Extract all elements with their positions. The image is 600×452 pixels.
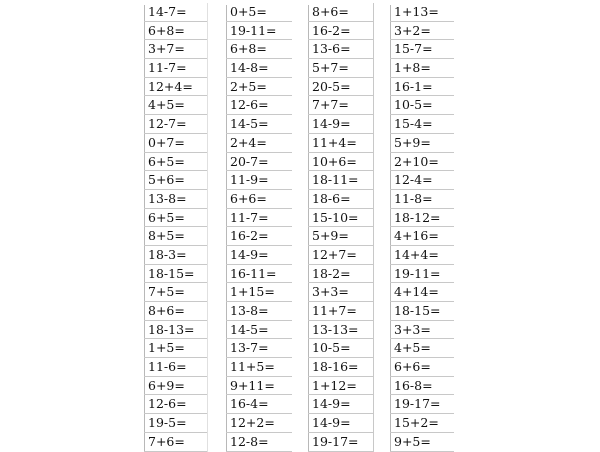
problem-cell: 11+7= bbox=[308, 302, 374, 321]
problem-cell: 13-6= bbox=[308, 40, 374, 59]
problem-cell: 10+6= bbox=[308, 153, 374, 172]
problem-cell: 19-5= bbox=[144, 414, 208, 433]
problem-cell: 1+12= bbox=[308, 377, 374, 396]
problem-cell: 1+15= bbox=[226, 283, 292, 302]
problem-cell: 13-8= bbox=[226, 302, 292, 321]
problem-cell: 16-8= bbox=[390, 377, 454, 396]
problem-cell: 6+9= bbox=[144, 377, 208, 396]
problem-cell: 10-5= bbox=[308, 339, 374, 358]
problem-cell: 13-7= bbox=[226, 339, 292, 358]
problem-cell: 11-6= bbox=[144, 358, 208, 377]
problem-cell: 12+7= bbox=[308, 246, 374, 265]
problem-cell: 20-7= bbox=[226, 153, 292, 172]
problem-cell: 4+14= bbox=[390, 283, 454, 302]
problem-cell: 2+5= bbox=[226, 78, 292, 97]
problem-cell: 19-17= bbox=[390, 395, 454, 414]
problem-column-2 bbox=[226, 3, 292, 452]
problem-cell: 3+3= bbox=[308, 283, 374, 302]
problem-cell: 18-11= bbox=[308, 171, 374, 190]
problem-cell: 0+5= bbox=[226, 3, 292, 22]
problem-cell: 8+6= bbox=[308, 3, 374, 22]
problem-cell: 9+11= bbox=[226, 377, 292, 396]
problem-cell: 8+6= bbox=[144, 302, 208, 321]
problem-cell: 16-4= bbox=[226, 395, 292, 414]
problem-cell: 6+6= bbox=[390, 358, 454, 377]
problem-cell: 7+7= bbox=[308, 96, 374, 115]
problem-cell: 16-1= bbox=[390, 78, 454, 97]
problem-cell: 14-9= bbox=[308, 395, 374, 414]
problem-cell: 6+6= bbox=[226, 190, 292, 209]
problem-cell: 4+16= bbox=[390, 227, 454, 246]
problem-cell: 7+5= bbox=[144, 283, 208, 302]
problem-cell: 8+5= bbox=[144, 227, 208, 246]
problem-cell: 14-5= bbox=[226, 115, 292, 134]
problem-cell: 12+2= bbox=[226, 414, 292, 433]
problem-cell: 4+5= bbox=[390, 339, 454, 358]
problem-cell: 19-11= bbox=[226, 22, 292, 41]
problem-cell: 19-17= bbox=[308, 433, 374, 452]
problem-cell: 10-5= bbox=[390, 96, 454, 115]
problem-cell: 5+6= bbox=[144, 171, 208, 190]
problem-cell: 11-7= bbox=[144, 59, 208, 78]
problem-cell: 11+4= bbox=[308, 134, 374, 153]
problem-cell: 14-7= bbox=[144, 3, 208, 22]
problem-cell: 3+2= bbox=[390, 22, 454, 41]
problem-cell: 3+7= bbox=[144, 40, 208, 59]
problem-cell: 18-6= bbox=[308, 190, 374, 209]
problem-cell: 16-2= bbox=[308, 22, 374, 41]
problem-cell: 19-11= bbox=[390, 265, 454, 284]
problem-cell: 7+6= bbox=[144, 433, 208, 452]
problem-cell: 12+4= bbox=[144, 78, 208, 97]
problem-cell: 18-12= bbox=[390, 209, 454, 228]
problem-cell: 14+4= bbox=[390, 246, 454, 265]
problem-cell: 3+3= bbox=[390, 321, 454, 340]
problem-cell: 14-9= bbox=[308, 414, 374, 433]
problem-cell: 5+9= bbox=[308, 227, 374, 246]
problem-cell: 12-7= bbox=[144, 115, 208, 134]
problem-cell: 6+5= bbox=[144, 209, 208, 228]
problem-cell: 15-7= bbox=[390, 40, 454, 59]
problem-cell: 0+7= bbox=[144, 134, 208, 153]
problem-cell: 16-11= bbox=[226, 265, 292, 284]
problem-cell: 1+5= bbox=[144, 339, 208, 358]
problem-column-3 bbox=[308, 3, 374, 452]
problem-cell: 6+8= bbox=[226, 40, 292, 59]
problem-cell: 12-6= bbox=[144, 395, 208, 414]
problem-cell: 18-15= bbox=[390, 302, 454, 321]
problem-cell: 13-8= bbox=[144, 190, 208, 209]
problem-column-1 bbox=[144, 3, 208, 452]
problem-cell: 14-9= bbox=[308, 115, 374, 134]
problem-cell: 11-9= bbox=[226, 171, 292, 190]
problem-cell: 2+4= bbox=[226, 134, 292, 153]
problem-cell: 14-8= bbox=[226, 59, 292, 78]
problem-column-4 bbox=[390, 3, 454, 452]
problem-cell: 11-7= bbox=[226, 209, 292, 228]
problem-cell: 18-15= bbox=[144, 265, 208, 284]
problem-cell: 1+13= bbox=[390, 3, 454, 22]
problem-cell: 12-6= bbox=[226, 96, 292, 115]
problem-cell: 15-10= bbox=[308, 209, 374, 228]
problem-cell: 16-2= bbox=[226, 227, 292, 246]
problem-cell: 6+8= bbox=[144, 22, 208, 41]
problem-cell: 9+5= bbox=[390, 433, 454, 452]
problem-cell: 2+10= bbox=[390, 153, 454, 172]
problem-cell: 14-5= bbox=[226, 321, 292, 340]
problem-cell: 11+5= bbox=[226, 358, 292, 377]
problem-cell: 5+7= bbox=[308, 59, 374, 78]
problem-cell: 5+9= bbox=[390, 134, 454, 153]
problem-cell: 15+2= bbox=[390, 414, 454, 433]
problem-cell: 12-4= bbox=[390, 171, 454, 190]
problem-cell: 18-16= bbox=[308, 358, 374, 377]
problem-cell: 15-4= bbox=[390, 115, 454, 134]
problem-cell: 18-13= bbox=[144, 321, 208, 340]
problem-cell: 20-5= bbox=[308, 78, 374, 97]
problem-cell: 12-8= bbox=[226, 433, 292, 452]
problem-cell: 13-13= bbox=[308, 321, 374, 340]
problem-cell: 18-3= bbox=[144, 246, 208, 265]
problem-cell: 18-2= bbox=[308, 265, 374, 284]
problem-cell: 4+5= bbox=[144, 96, 208, 115]
problem-cell: 14-9= bbox=[226, 246, 292, 265]
problem-cell: 1+8= bbox=[390, 59, 454, 78]
problem-cell: 11-8= bbox=[390, 190, 454, 209]
problem-cell: 6+5= bbox=[144, 153, 208, 172]
